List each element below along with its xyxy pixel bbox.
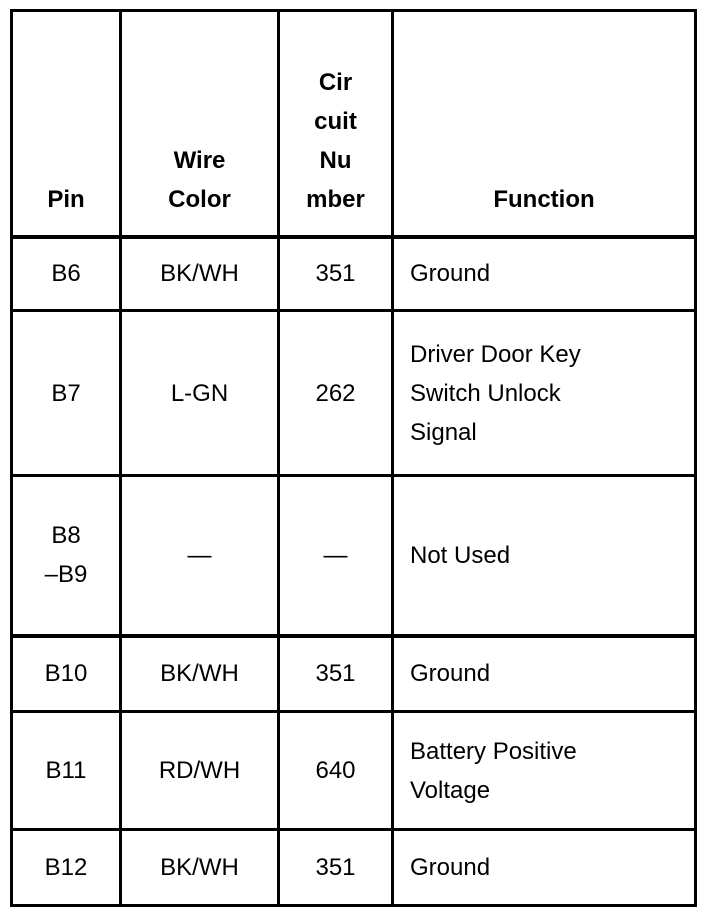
circuit-cell: 351	[279, 830, 393, 906]
header-row	[12, 11, 696, 237]
table-body	[12, 237, 696, 906]
function-cell: Ground	[393, 830, 696, 906]
wire-color-cell: L-GN	[121, 311, 279, 476]
function-cell: Driver Door Key Switch Unlock Signal	[393, 311, 696, 476]
table-row	[12, 237, 696, 311]
function-cell: Ground	[393, 636, 696, 712]
wire-color-cell: RD/WH	[121, 712, 279, 830]
pin-cell: B10	[12, 636, 121, 712]
table-row	[12, 476, 696, 636]
function-cell: Ground	[393, 237, 696, 311]
function-cell: Battery Positive Voltage	[393, 712, 696, 830]
wire-color-cell: —	[121, 476, 279, 636]
header-circuit-number: Cir cuit Nu mber	[279, 11, 393, 237]
pin-cell: B12	[12, 830, 121, 906]
header-pin: Pin	[12, 11, 121, 237]
pin-cell: B6	[12, 237, 121, 311]
header-wire-color: Wire Color	[121, 11, 279, 237]
table-row	[12, 830, 696, 906]
circuit-cell: 351	[279, 237, 393, 311]
table-row	[12, 636, 696, 712]
wire-color-cell: BK/WH	[121, 237, 279, 311]
connector-pinout-table	[10, 9, 697, 907]
pin-cell: B11	[12, 712, 121, 830]
function-cell: Not Used	[393, 476, 696, 636]
circuit-cell: 262	[279, 311, 393, 476]
table-header	[12, 11, 696, 237]
circuit-cell: 351	[279, 636, 393, 712]
circuit-cell: 640	[279, 712, 393, 830]
wire-color-cell: BK/WH	[121, 636, 279, 712]
table-row	[12, 712, 696, 830]
pin-cell: B7	[12, 311, 121, 476]
wire-color-cell: BK/WH	[121, 830, 279, 906]
header-function: Function	[393, 11, 696, 237]
pin-cell: B8 –B9	[12, 476, 121, 636]
circuit-cell: —	[279, 476, 393, 636]
table-row	[12, 311, 696, 476]
